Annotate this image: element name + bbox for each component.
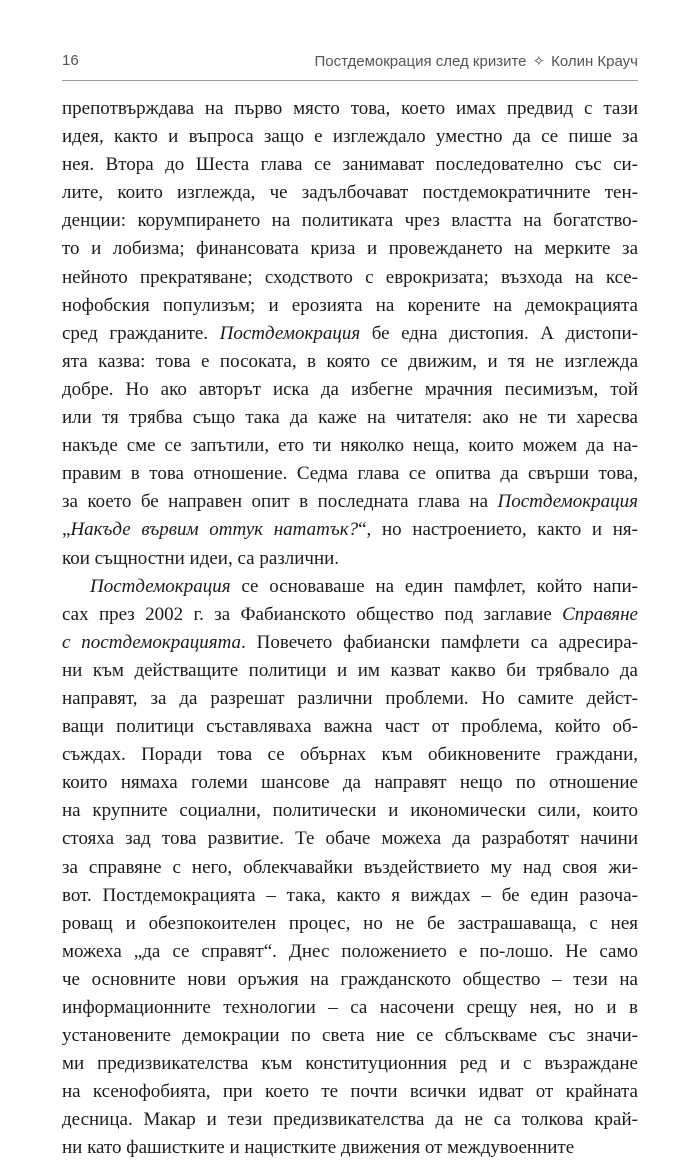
- text-run: стояха зад това развитие. Те обаче можеха да разработят начини: [62, 828, 638, 850]
- text-run: накъде сме се запътили, ето ти няколко неща, които можем да на-: [62, 435, 638, 457]
- author-name: Колин Крауч: [551, 53, 638, 70]
- book-title: Постдемокрация след кризите: [314, 53, 527, 70]
- text-run: за справяне с него, облекчавайки въздействието му над своя жи-: [62, 856, 638, 878]
- text-run: кои същностни идеи, са различни.: [62, 547, 340, 569]
- text-run: сах през 2002 г. за Фабианското общество под заглавие: [62, 603, 563, 625]
- text-line: [62, 797, 638, 825]
- text-run: бе една дистопия. А дистопи-: [360, 322, 639, 344]
- text-run: вот. Постдемокрацията – така, както я виждах – бе един разоча-: [62, 884, 638, 906]
- italic-text-run: Справяне: [562, 603, 638, 625]
- text-run: на ксенофобията, при което те почти всички идват от крайната: [62, 1081, 638, 1103]
- separator-ornament-icon: ✧: [532, 53, 546, 70]
- text-line: [62, 545, 638, 573]
- text-run: добре. Но ако авторът иска да избегне мрачния песимизъм, той: [62, 378, 638, 400]
- text-line: [62, 123, 638, 151]
- text-line: [62, 348, 638, 376]
- text-line: [62, 1106, 638, 1134]
- text-run: „: [62, 519, 71, 541]
- text-line: [62, 1022, 638, 1050]
- text-run: установените демокрации по света ние се сблъскваме със значи-: [62, 1025, 638, 1047]
- text-run: ни към действащите политици и им казват какво би трябвало да: [62, 659, 638, 681]
- text-line: [62, 488, 638, 516]
- text-run: или тя трябва също така да каже на читателя: ако не ти харесва: [62, 407, 638, 429]
- text-run: роващ и обезпокоителен процес, но не бе застрашаваща, с нея: [62, 912, 638, 934]
- header-rule: [62, 80, 638, 81]
- text-run: нея. Втора до Шеста глава се занимават последователно със си-: [62, 154, 638, 176]
- text-line: [62, 825, 638, 853]
- text-run: лите, които изглежда, че задълбочават постдемократичните тен-: [62, 182, 638, 204]
- running-header: [62, 52, 638, 76]
- text-run: че основните нови оръжия на гражданското общество – тези на: [62, 968, 638, 990]
- text-line: [62, 376, 638, 404]
- text-line: [62, 516, 638, 544]
- text-line: [62, 320, 638, 348]
- text-line: [62, 882, 638, 910]
- text-line: [62, 685, 638, 713]
- text-line: [62, 151, 638, 179]
- text-run: ващи политици съставляваха важна част от проблема, който об-: [62, 716, 638, 738]
- text-run: които нямаха големи шансове да направят нещо по отношение: [62, 772, 638, 794]
- text-run: информационните технологии – са насочени срещу нея, но и в: [62, 997, 638, 1018]
- text-line: [62, 657, 638, 685]
- text-run: то и лобизма; финансовата криза и провеждането на мерките за: [62, 238, 638, 260]
- text-run: ни като фашистките и нацистките движения от междувоенните: [62, 1137, 575, 1159]
- text-line: [62, 713, 638, 741]
- text-line: [62, 854, 638, 882]
- text-run: правим в това отношение. Седма глава се опитва да свърши това,: [62, 463, 638, 485]
- text-line: [62, 629, 638, 657]
- text-run: препотвърждава на първо място това, което имах предвид с тази: [62, 98, 638, 119]
- text-run: ми предизвикателства към конституционния ред и с възраждане: [62, 1053, 638, 1075]
- text-run: денции: корумпирането на политиката чрез властта на богатство-: [62, 210, 638, 232]
- italic-text-run: Постдемокрация: [90, 575, 231, 597]
- text-line: [62, 741, 638, 769]
- text-run: ята казва: това е посоката, в която се движим, и тя не изглежда: [62, 350, 638, 372]
- italic-text-run: Постдемокрация: [497, 491, 638, 513]
- text-run: на крупните социални, политически и икономически сили, които: [62, 800, 638, 822]
- text-run: се основаваше на един памфлет, който напи-: [230, 575, 638, 597]
- text-run: “, но настроението, както и ня-: [358, 519, 638, 541]
- italic-text-run: с постдемокрацията: [62, 631, 242, 653]
- paragraph: [62, 95, 638, 573]
- text-line: [62, 95, 638, 123]
- text-line: [62, 1050, 638, 1078]
- text-run: нейното прекратяване; сходството с еврокризата; възхода на ксе-: [62, 266, 638, 288]
- body-text: [62, 95, 638, 1163]
- text-run: съждах. Поради това се обърнах към обикновените граждани,: [62, 744, 638, 766]
- text-line: [62, 1078, 638, 1106]
- text-line: [62, 910, 638, 938]
- text-line: [62, 769, 638, 797]
- text-run: нофобския популизъм; и ерозията на корените на демокрацията: [62, 294, 638, 316]
- text-line: [62, 404, 638, 432]
- text-line: [62, 207, 638, 235]
- text-line: [62, 601, 638, 629]
- text-line: [62, 460, 638, 488]
- text-line: [62, 432, 638, 460]
- text-line: [62, 938, 638, 966]
- text-line: [62, 966, 638, 994]
- text-line: [62, 179, 638, 207]
- text-run: десница. Макар и тези предизвикателства да не са толкова край-: [62, 1109, 638, 1131]
- text-line: [62, 573, 638, 601]
- text-line: [62, 264, 638, 292]
- italic-text-run: Постдемокрация: [219, 322, 361, 344]
- text-run: за което бе направен опит в последната глава на: [62, 491, 498, 513]
- text-line: [62, 235, 638, 263]
- text-run: сред гражданите.: [62, 322, 220, 344]
- text-line: [62, 994, 638, 1022]
- paragraph: [62, 573, 638, 1163]
- text-run: можеха „да се справят“. Днес положението е по-лошо. Не само: [62, 940, 638, 962]
- text-run: . Повечето фабиански памфлети са адресира-: [241, 631, 638, 653]
- running-title: [314, 52, 638, 70]
- italic-text-run: Накъде вървим оттук нататък?: [70, 519, 359, 541]
- page-number: 16: [62, 52, 79, 69]
- text-line: [62, 1134, 638, 1162]
- text-run: направят, за да разрешат различни проблеми. Но самите дейст-: [62, 687, 638, 709]
- text-line: [62, 292, 638, 320]
- text-run: идея, както и въпроса защо е изглеждало уместно да се пише за: [62, 126, 638, 148]
